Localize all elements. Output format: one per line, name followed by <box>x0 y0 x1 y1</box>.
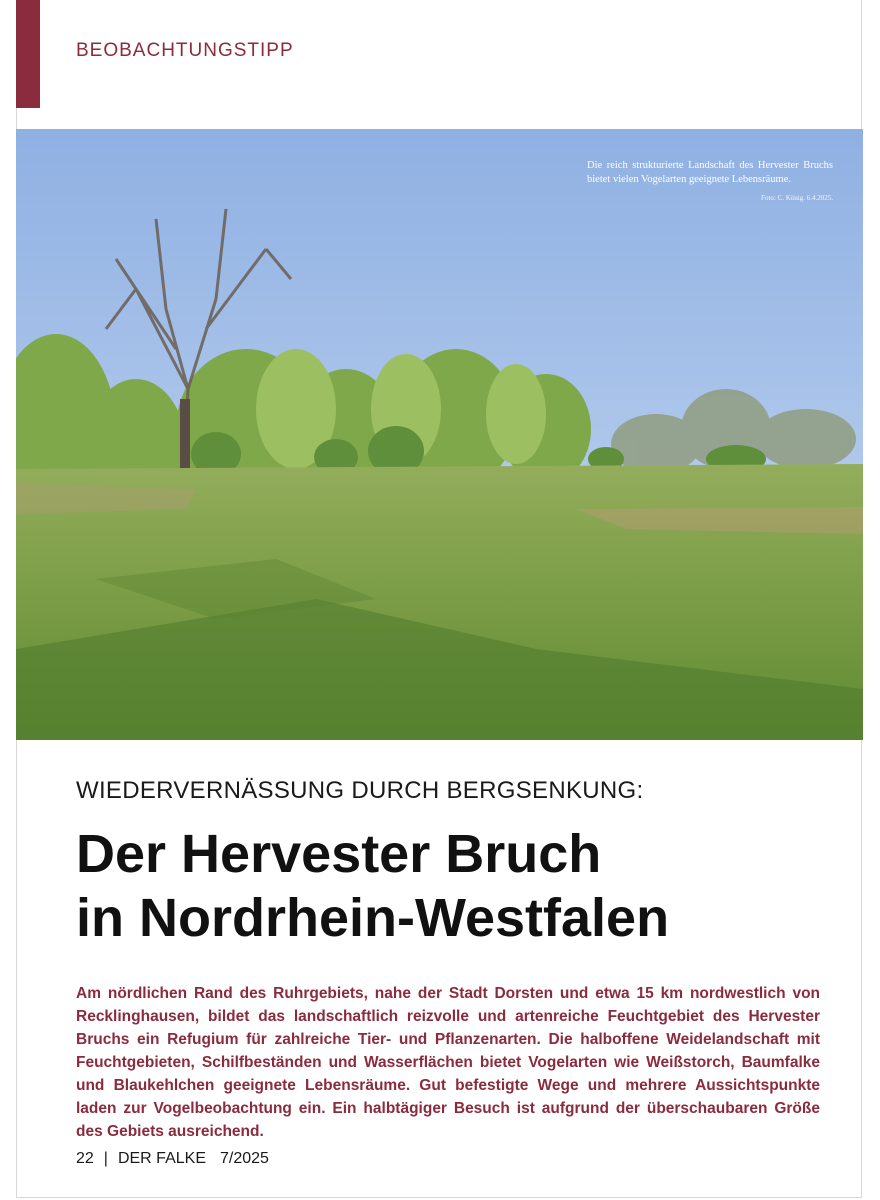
footer-separator: | <box>103 1150 108 1167</box>
photo-credit: Foto: C. König. 6.4.2025. <box>761 194 833 202</box>
caption-text: Die reich strukturierte Landschaft des Hervester Bruchs bietet vielen Vogelarten geeignete Lebensräume. <box>587 160 833 185</box>
headline-line-1: Der Hervester Bruch <box>76 824 602 884</box>
landscape-illustration <box>16 129 863 740</box>
article-intro: Am nördlichen Rand des Ruhrgebiets, nahe der Stadt Dorsten und etwa 15 km nordwestlich von Recklinghausen, bildet das landschaftlich reizvolle und artenreiche Feuchtgebiet des Hervester Bruchs ein Refugium für zahlreiche Tier- und Pflanzenarten. Die halboffene Weidelandschaft mit Feuchtgebieten, Schilfbeständen und Wasserflächen bietet Vogelarten wie Weißstorch, Baumfalke und Blaukehlchen geeignete Lebensräume. Gut befestigte Wege und mehrere Aussichtspunkte laden zur Vogelbeobachtung ein. Ein halbtägiger Besuch ist aufgrund der überschaubaren Größe des Gebiets ausreichend. <box>76 985 820 1140</box>
section-label: BEOBACHTUNGSTIPP <box>76 40 294 61</box>
landscape-photo <box>16 129 863 740</box>
article-kicker: WIEDERVERNÄSSUNG DURCH BERGSENKUNG: <box>76 777 644 804</box>
page-footer <box>76 1150 269 1168</box>
page-number: 22 <box>76 1150 94 1167</box>
photo-caption <box>587 159 833 205</box>
headline-line-2: in Nordrhein-Westfalen <box>76 888 670 948</box>
issue-number: 7/2025 <box>219 1150 269 1167</box>
magazine-name: DER FALKE <box>117 1150 206 1167</box>
section-accent-bar <box>16 0 40 108</box>
article-headline <box>76 822 836 950</box>
